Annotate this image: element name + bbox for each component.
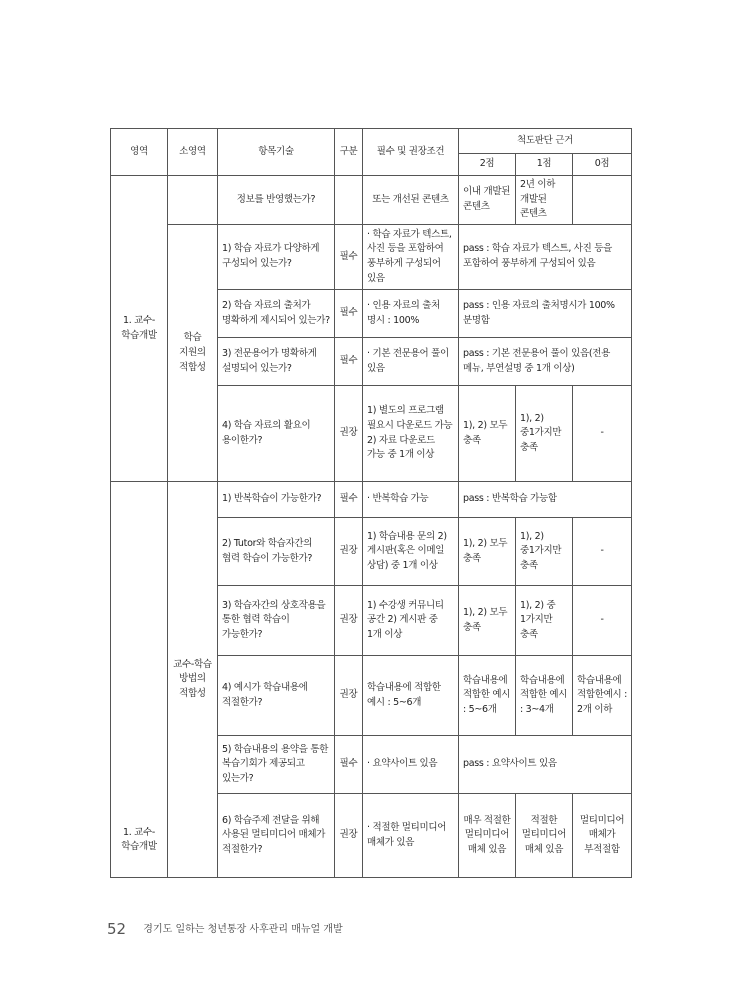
condition-cell: 1) 학습내용 문의 2) 게시판(혹은 이메일 상담) 중 1개 이상	[363, 518, 459, 586]
condition-cell: 학습내용에 적합한 예시 : 5~6개	[363, 656, 459, 736]
condition-cell: · 기본 전문용어 풀이 있음	[363, 338, 459, 386]
type-cell: 필수	[335, 225, 363, 290]
score1-cell: 1), 2) 중1가지만 충족	[516, 386, 573, 482]
evaluation-criteria-table	[110, 128, 632, 878]
item-cell: 1) 학습 자료가 다양하게 구성되어 있는가?	[218, 225, 335, 290]
score1-cell: 2년 이하 개발된 콘텐츠	[516, 176, 573, 225]
header-type: 구분	[335, 129, 363, 176]
header-area: 영역	[111, 129, 168, 176]
header-criteria: 척도판단 근거	[459, 129, 632, 154]
item-cell: 3) 학습자간의 상호작용을 통한 협력 학습이 가능한가?	[218, 586, 335, 656]
type-cell-empty	[335, 176, 363, 225]
area-cell: 1. 교수-학습개발	[111, 176, 168, 482]
subarea-cell: 학습 지원의 적합성	[168, 225, 218, 482]
condition-cell: 1) 수강생 커뮤니티 공간 2) 게시판 중 1개 이상	[363, 586, 459, 656]
pass-cell: pass : 인용 자료의 출처명시가 100% 분명함	[459, 290, 632, 338]
score2-cell: 1), 2) 모두 충족	[459, 586, 516, 656]
header-score-1: 1점	[516, 154, 573, 176]
page-number: 52	[107, 920, 127, 938]
item-cell: 4) 예시가 학습내용에 적절한가?	[218, 656, 335, 736]
type-cell: 권장	[335, 386, 363, 482]
header-score-0: 0점	[573, 154, 632, 176]
item-cell: 6) 학습주제 전달을 위해 사용된 멀티미디어 매체가 적절한가?	[218, 794, 335, 878]
header-subarea: 소영역	[168, 129, 218, 176]
type-cell: 필수	[335, 736, 363, 794]
pass-cell: pass : 학습 자료가 텍스트, 사진 등을 포함하여 풍부하게 구성되어 있음	[459, 225, 632, 290]
pass-cell: pass : 요약사이트 있음	[459, 736, 632, 794]
score1-cell: 학습내용에 적합한 예시 : 3~4개	[516, 656, 573, 736]
score1-cell: 1), 2) 중1가지만 충족	[516, 518, 573, 586]
header-conditions: 필수 및 권장조건	[363, 129, 459, 176]
score2-cell: 이내 개발된 콘텐츠	[459, 176, 516, 225]
condition-cell: · 인용 자료의 출처 명시 : 100%	[363, 290, 459, 338]
item-cell: 정보를 반영했는가?	[218, 176, 335, 225]
score2-cell: 학습내용에 적합한 예시 : 5~6개	[459, 656, 516, 736]
item-cell: 4) 학습 자료의 활요이 용이한가?	[218, 386, 335, 482]
score0-cell: -	[573, 586, 632, 656]
item-cell: 1) 반복학습이 가능한가?	[218, 482, 335, 518]
subarea-cell: 교수-학습 방법의 적합성	[168, 482, 218, 878]
score1-cell: 적절한 멀티미디어 매체 있음	[516, 794, 573, 878]
condition-cell: 또는 개선된 콘텐츠	[363, 176, 459, 225]
item-cell: 5) 학습내용의 용약을 통한 복습기회가 제공되고 있는가?	[218, 736, 335, 794]
condition-cell: · 반복학습 가능	[363, 482, 459, 518]
header-item: 항목기술	[218, 129, 335, 176]
type-cell: 권장	[335, 518, 363, 586]
type-cell: 권장	[335, 656, 363, 736]
pass-cell: pass : 반복학습 가능함	[459, 482, 632, 518]
score0-cell: -	[573, 518, 632, 586]
type-cell: 권장	[335, 586, 363, 656]
score0-cell: -	[573, 386, 632, 482]
condition-cell: · 요약사이트 있음	[363, 736, 459, 794]
score0-cell	[573, 176, 632, 225]
item-cell: 3) 전문용어가 명확하게 설명되어 있는가?	[218, 338, 335, 386]
score1-cell: 1), 2) 중 1가지만 충족	[516, 586, 573, 656]
condition-cell: · 적절한 멀티미디어 매체가 있음	[363, 794, 459, 878]
score0-cell: 학습내용에 적합한예시 : 2개 이하	[573, 656, 632, 736]
page-footer	[107, 920, 343, 938]
header-score-2: 2점	[459, 154, 516, 176]
item-cell: 2) 학습 자료의 출처가 명확하게 제시되어 있는가?	[218, 290, 335, 338]
type-cell: 필수	[335, 290, 363, 338]
condition-cell: · 학습 자료가 텍스트, 사진 등을 포함하여 풍부하게 구성되어 있음	[363, 225, 459, 290]
condition-cell: 1) 별도의 프로그램 필요시 다운로드 가능 2) 자료 다운로드 가능 중 1개 이상	[363, 386, 459, 482]
score2-cell: 1), 2) 모두 충족	[459, 518, 516, 586]
score2-cell: 매우 적절한 멀티미디어 매체 있음	[459, 794, 516, 878]
score2-cell: 1), 2) 모두 충족	[459, 386, 516, 482]
evaluation-table-container	[110, 128, 631, 878]
pass-cell: pass : 기본 전문용어 풀이 있음(전용 메뉴, 부연설명 중 1개 이상)	[459, 338, 632, 386]
item-cell: 2) Tutor와 학습자간의 협력 학습이 가능한가?	[218, 518, 335, 586]
footer-title: 경기도 일하는 청년통장 사후관리 매뉴얼 개발	[143, 924, 343, 935]
type-cell: 필수	[335, 482, 363, 518]
type-cell: 권장	[335, 794, 363, 878]
subarea-cell-empty	[168, 176, 218, 225]
score0-cell: 멀티미디어 매체가 부적절함	[573, 794, 632, 878]
type-cell: 필수	[335, 338, 363, 386]
area-cell: 1. 교수-학습개발	[111, 482, 168, 878]
